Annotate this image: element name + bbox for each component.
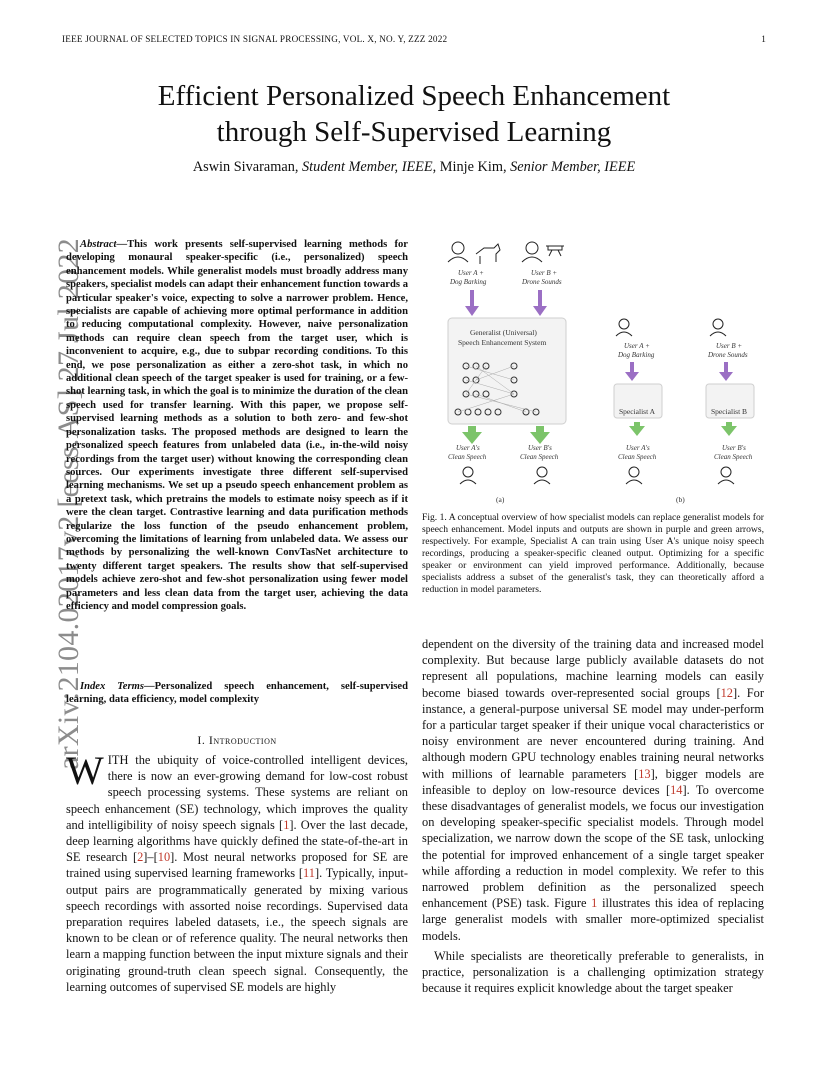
b-input-arrow-b: [719, 362, 733, 381]
generalist-label-1: Generalist (Universal): [470, 328, 537, 337]
running-header: [62, 34, 766, 44]
arxiv-id: arXiv:2104.02017v2 [eess.AS] 27 Jul 2022: [52, 238, 85, 770]
b-out-b-label-2: Clean Speech: [714, 453, 753, 461]
b-clean-a-icon: [626, 467, 642, 484]
figure-1: [418, 232, 768, 507]
user-b-icon-b: [710, 319, 726, 336]
title-line-1: Efficient Personalized Speech Enhancement: [157, 80, 671, 112]
out-b-label-2: Clean Speech: [520, 453, 559, 461]
b-out-b-label-1: User B's: [722, 444, 746, 452]
citation-link[interactable]: 14: [670, 782, 683, 797]
figure-caption: Fig. 1. A conceptual overview of how specialist models can replace generalist models for speech enhancement. Model inputs and outputs are shown in purple and green arrows, respectively. For example, Specialist A can train using User A's unique noisy speech recordings, producing a speaker-specific cleaned output. Optimizing for a specific speaker or environment can yield improved performance. Additionally, because specialists address a subset of the generalist's task, they can theoretically afford a reduction in model parameters.: [422, 512, 764, 595]
b-user-b-noise: Drone Sounds: [708, 351, 748, 359]
citation-link[interactable]: 12: [720, 685, 733, 700]
generalist-label-2: Speech Enhancement System: [458, 338, 547, 347]
paragraph: While specialists are theoretically preferable to generalists, in practice, personalization is a challenging optimization strategy because it requires explicit knowledge about the target speaker: [422, 948, 764, 996]
user-b-label: User B +: [531, 269, 558, 277]
input-arrow-b: [533, 290, 547, 316]
author-2: , Minje Kim,: [432, 159, 507, 175]
b-out-a-label-2: Clean Speech: [618, 453, 657, 461]
intro-text: ]. Most neural networks proposed for SE are trained using supervised learning frameworks [: [66, 850, 408, 881]
author-1-role: Student Member, IEEE: [302, 159, 433, 175]
specialist-a-label: Specialist A: [619, 407, 656, 416]
abstract-text: —This work presents self-supervised learning methods for developing monaural speaker-specific (i.e., personalized) speech enhancement models. While generalist models must broadly address many speakers, specialist models can adapt their enhancement function towards a particular speaker's voice, expecting to solve a narrower problem. Hence, specialists are capable of achieving more optimal performance in addition to reducing computational complexity. However, naive personalization methods can require clean speech from the target user, which is inconvenient to acquire, e.g., due to subpar recording conditions. To this end, we pose personalization as either a zero-shot task, in which no additional clean speech of the target speaker is used for training, or a few-shot learning task, in which the goal is to minimize the duration of the clean speech used for transfer learning. With this paper, we propose self-supervised learning methods as a solution to both zero- and few-shot personalization tasks. The proposed methods are designed to learn the personalized speech features from unlabeled data (i.e., in-the-wild noisy recordings from the target user) without knowing the corresponding clean sources. Our experiments investigate three different self-supervised learning mechanisms. We set up a pseudo speech enhancement problem as a pretext task, which pretrains the models to estimate noisy speech as if it were the clean target. Contrastive learning and data purification methods regularize the loss function of the pseudo enhancement problem, overcoming the limitations of learning from unlabeled data. We assess our methods by personalizing the well-known ConvTasNet architecture to twenty different target speakers. The results show that self-supervised models achieve zero-shot and few-shot personalization using fewer model parameters and less clean data from the target user, achieving the data efficiency and model compression goals.: [66, 239, 408, 612]
user-a-icon: [448, 242, 468, 262]
section-number: I.: [197, 733, 206, 747]
out-b-label-1: User B's: [528, 444, 552, 452]
b-out-a-label-1: User A's: [626, 444, 650, 452]
title-line-2: through Self-Supervised Learning: [216, 116, 612, 148]
clean-speaker-b-icon: [534, 467, 550, 484]
out-a-label-1: User A's: [456, 444, 480, 452]
citation-link[interactable]: 13: [638, 766, 651, 781]
intro-paragraph: [66, 748, 409, 995]
section-title: Introduction: [208, 733, 277, 747]
b-output-arrow-a: [629, 422, 645, 436]
right-column-text: [422, 636, 764, 996]
citation-link[interactable]: 1: [283, 817, 290, 832]
body-text: ]. To overcome these disadvantages of generalist models, we focus our investigation on developing speaker-specific specialist models. Through model specialization, we narrow down the scope of the SE task, unlocking the potential for improved enhancement of a single target speaker while affording a reduction in model complexity. We refer to this narrowed problem definition as the personalized speech enhancement (PSE) task. Figure: [422, 782, 764, 911]
abstract: [66, 238, 408, 613]
index-terms: [66, 680, 408, 707]
author-list: [0, 159, 828, 176]
figure-link[interactable]: 1: [591, 896, 598, 911]
specialist-b-label: Specialist B: [711, 407, 748, 416]
abstract-label: Abstract: [80, 239, 117, 250]
user-a-noise: Dog Barking: [450, 278, 487, 286]
body-text: ]. For instance, a general-purpose universal SE model may under-perform for a particular target speaker if their unique vocal characteristics or noisy environment are never encountered during training. And although modern GPU technology enables training neural networks with millions of learnable parameters [: [422, 685, 764, 781]
arxiv-stamp: [12, 238, 85, 770]
body-text: dependent on the diversity of the training data and increased model complexity. But because large publicly available datasets do not represent all populations, machine learning models can easily become biased towards over-represented social groups [: [422, 637, 764, 700]
user-a-label: User A +: [458, 269, 484, 277]
b-clean-b-icon: [718, 467, 734, 484]
index-terms-label: Index Terms: [80, 681, 144, 692]
subfig-b-label: (b): [676, 495, 685, 504]
index-terms-text: —Personalized speech enhancement, self-supervised learning, data efficiency, model complexity: [66, 681, 408, 706]
b-input-arrow-a: [625, 362, 639, 381]
paragraph: [422, 636, 764, 944]
output-arrow-b: [530, 426, 550, 444]
b-user-a-noise: Dog Barking: [618, 351, 655, 359]
body-text: ], bigger models are infeasible to deploy on low-resource devices [: [422, 766, 764, 797]
body-text: illustrates this idea of replacing large generalist models with smaller more-optimized specialist models.: [422, 896, 765, 943]
b-user-b-label: User B +: [716, 342, 743, 350]
page-number: 1: [761, 34, 766, 44]
author-2-role: Senior Member, IEEE: [510, 159, 636, 175]
intro-text: ITH the ubiquity of voice-controlled intelligent devices, there is now an ever-growing demand for low-cost robust speech processing systems. These systems are reliant on speech enhancement (SE) technology, which improves the quality and intelligibility of noisy speech signals [: [66, 753, 408, 832]
user-b-icon: [522, 242, 542, 262]
user-a-icon-b: [616, 319, 632, 336]
citation-link[interactable]: 11: [303, 866, 315, 881]
intro-text: ]. Typically, input-output pairs are programmatically generated by mixing various speech recordings with assorted noise recordings. Supervised data preparation requires labeled datasets, i.e., the speech signals are known to be clean or of reference quality. The neural networks then learn a mapping function between the input mixture signals and their originating ground-truth clean speech signal. Consequently, the learning outcomes of supervised SE models are highly: [66, 866, 409, 994]
citation-link[interactable]: 2: [137, 850, 144, 865]
out-a-label-2: Clean Speech: [448, 453, 487, 461]
input-arrow-a: [465, 290, 479, 316]
b-user-a-label: User A +: [624, 342, 650, 350]
paper-title: [0, 78, 828, 150]
citation-link[interactable]: 10: [157, 850, 171, 865]
dog-icon: [476, 244, 500, 264]
user-b-noise: Drone Sounds: [522, 278, 562, 286]
subfig-a-label: (a): [496, 495, 505, 504]
b-output-arrow-b: [721, 422, 737, 436]
drop-cap: W: [66, 748, 104, 793]
intro-text: ]–[: [143, 850, 158, 865]
drone-icon: [546, 246, 564, 256]
output-arrow-a: [462, 426, 482, 444]
author-1: Aswin Sivaraman,: [192, 159, 299, 175]
section-heading: [66, 733, 408, 748]
clean-speaker-a-icon: [460, 467, 476, 484]
intro-text: ]. Over the last decade, deep learning algorithms have quickly defined the state-of-the-art in SE research [: [66, 817, 408, 865]
journal-name: IEEE JOURNAL OF SELECTED TOPICS IN SIGNAL PROCESSING, VOL. X, NO. Y, ZZZ 2022: [62, 34, 448, 44]
